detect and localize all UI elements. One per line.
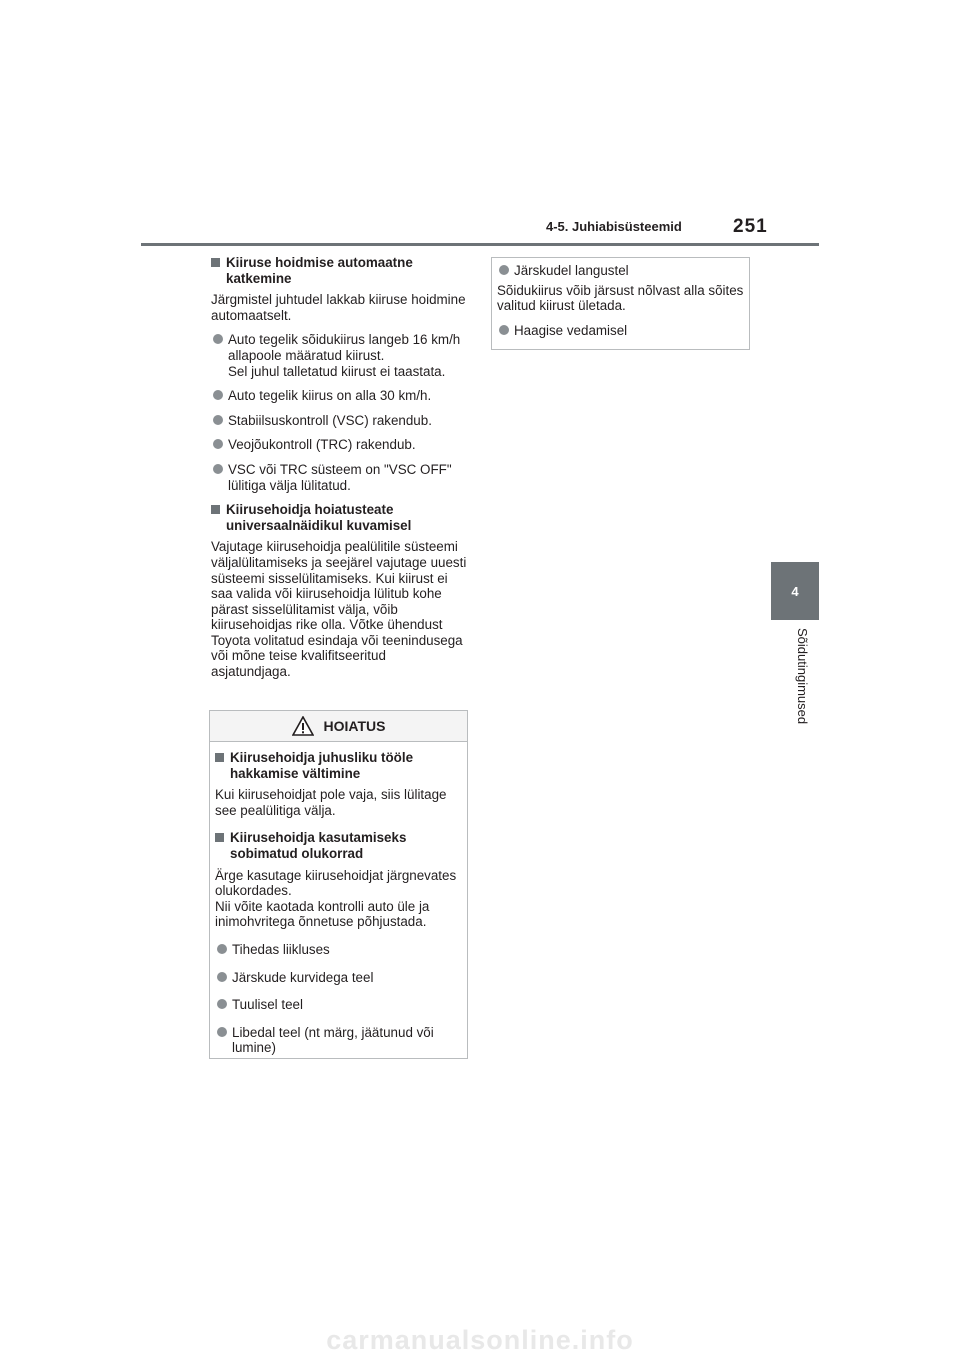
list-item-text: Tihedas liikluses [232, 941, 330, 957]
circle-bullet-icon [213, 439, 223, 449]
warning-title: HOIATUS [323, 718, 386, 734]
square-bullet-icon [211, 505, 220, 514]
section-title: 4-5. Juhiabisüsteemid [546, 219, 682, 234]
list-item-text: Auto tegelik kiirus on alla 30 km/h. [228, 388, 432, 404]
square-bullet-icon [215, 833, 224, 842]
svg-text:carmanualsonline.info: carmanualsonline.info [326, 1325, 634, 1355]
paragraph: Ärge kasutage kiirusehoidjat järgnevates olukordades. Nii võite kaotada kontrolli auto üle ja inimohvritega õnnetuse põhjustada. [215, 867, 457, 930]
warning-body [210, 742, 467, 1056]
list-item [211, 413, 469, 429]
chapter-number: 4 [791, 583, 799, 599]
paragraph: Sõidukiirus võib järsust nõlvast alla sõites valitud kiirust ületada. [497, 282, 744, 314]
list-item [215, 997, 462, 1013]
list-item [215, 1025, 462, 1056]
circle-bullet-icon [217, 1027, 227, 1037]
section-heading [211, 502, 469, 533]
square-bullet-icon [215, 753, 224, 762]
list-item [211, 437, 469, 453]
square-bullet-icon [211, 258, 220, 267]
list-item [497, 323, 744, 339]
circle-bullet-icon [217, 944, 227, 954]
chapter-title: Sõidutingimused [795, 628, 810, 725]
circle-bullet-icon [213, 390, 223, 400]
circle-bullet-icon [499, 325, 509, 335]
heading-text: Kiirusehoidja kasutamiseks sobimatud olukorrad [230, 830, 407, 861]
list-item-text: VSC või TRC süsteem on "VSC OFF" lülitiga välja lülitatud. [228, 461, 452, 493]
list-item [211, 462, 469, 493]
continued-warning-box [491, 257, 750, 350]
list-item-text: Auto tegelik sõidukiirus langeb 16 km/h allapoole määratud kiirust. Sel juhul talletatud kiirust ei taastata. [228, 332, 461, 379]
list-item [211, 332, 469, 379]
list-item [215, 970, 462, 986]
list-item-text: Järskude kurvidega teel [232, 969, 374, 985]
chapter-title-wrap [771, 628, 819, 758]
paragraph: Järgmistel juhtudel lakkab kiiruse hoidmine automaatselt. [211, 292, 466, 323]
list-item [215, 942, 462, 958]
warning-heading [215, 750, 462, 781]
warning-heading [215, 830, 462, 861]
paragraph: Kui kiirusehoidjat pole vaja, siis lülitage see pealülitiga välja. [215, 787, 447, 818]
heading-text: Kiirusehoidja hoiatusteate universaalnäidikul kuvamisel [226, 502, 412, 533]
circle-bullet-icon [217, 972, 227, 982]
chapter-tab [771, 562, 819, 620]
page-number: 251 [733, 216, 768, 237]
circle-bullet-icon [213, 415, 223, 425]
circle-bullet-icon [213, 334, 223, 344]
left-column [211, 255, 469, 689]
list-item-text: Libedal teel (nt märg, jäätunud või lumine) [232, 1024, 434, 1056]
watermark [0, 1325, 960, 1360]
circle-bullet-icon [217, 999, 227, 1009]
paragraph: Vajutage kiirusehoidja pealülitile süsteemi väljalülitamiseks ja seejärel vajutage uuesti süsteemi sisselülitamiseks. Kui kiirust ei saa valida või kiirusehoidja lülitub kohe pärast sisselülitamist välja, võib kiirusehoidjas rike olla. Võtke ühendust Toyota volitatud esindaja või teenindusega või mõne teise kvalifitseeritud asjatundjaga. [211, 539, 467, 680]
warning-triangle-icon [292, 716, 314, 736]
warning-box [209, 710, 468, 1059]
header-rule [141, 243, 819, 246]
list-item-text: Tuulisel teel [232, 997, 303, 1013]
list-item-text: Stabiilsuskontroll (VSC) rakendub. [228, 412, 432, 428]
watermark-logo [220, 1325, 740, 1355]
section-heading [211, 255, 469, 286]
list-item [497, 263, 744, 279]
heading-text: Kiirusehoidja juhusliku tööle hakkamise vältimine [230, 750, 414, 781]
heading-text: Kiiruse hoidmise automaatne katkemine [226, 255, 413, 286]
list-item-text: Haagise vedamisel [514, 322, 628, 338]
list-item-text: Veojõukontroll (TRC) rakendub. [228, 437, 416, 453]
circle-bullet-icon [499, 265, 509, 275]
list-item [211, 388, 469, 404]
list-item-text: Järskudel langustel [514, 263, 629, 278]
warning-header [210, 711, 467, 742]
circle-bullet-icon [213, 464, 223, 474]
